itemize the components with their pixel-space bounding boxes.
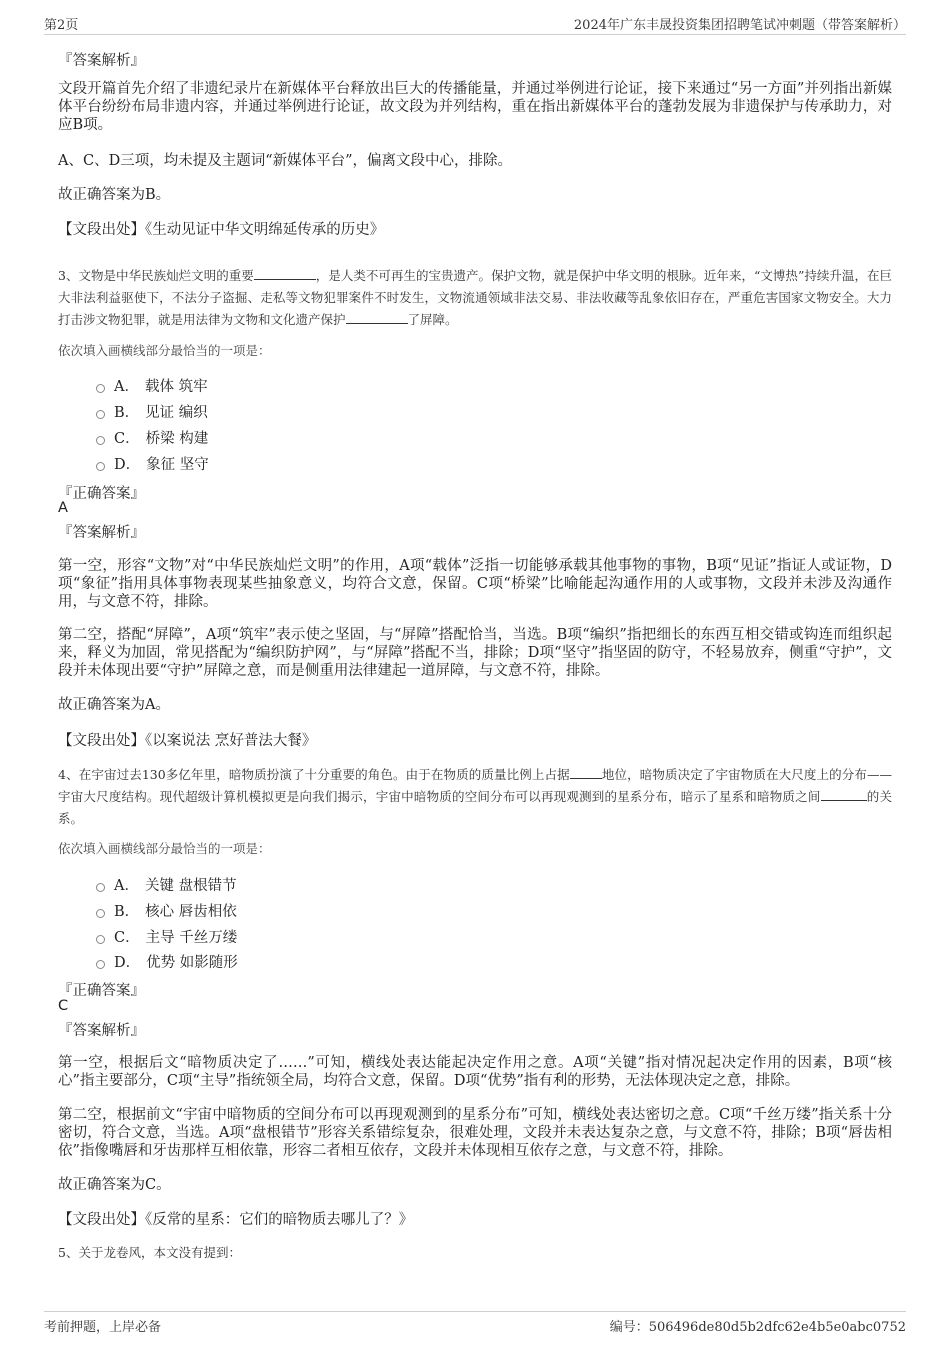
q4-answer: C <box>58 998 69 1014</box>
radio-icon[interactable] <box>96 883 105 892</box>
q3-analysis-p1: 第一空，形容“文物”对“中华民族灿烂文明”的作用，A项“载体”泛指一切能够承载其他事物的事物，B项“见证”指证人或证物，D项“象征”指用具体事物表现某些抽象意义，均符合文意，保留。C项“桥梁”比喻能起沟通作用的人或事物，文段并未涉及沟通作用，与文意不符，排除。 <box>58 558 892 610</box>
q4-option-d[interactable]: D． 优势 如影随形 <box>96 951 238 972</box>
q3-answer: A <box>58 500 68 516</box>
q3-option-c[interactable]: C． 桥梁 构建 <box>96 427 208 448</box>
question-3-prompt: 依次填入画横线部分最恰当的一项是： <box>58 343 271 358</box>
document-title: 2024年广东丰晟投资集团招聘笔试冲刺题（带答案解析） <box>573 18 906 33</box>
page-header <box>44 14 906 35</box>
question-4-stem: 4、在宇宙过去130多亿年里，暗物质扮演了十分重要的角色。由于在物质的质量比例上占据 地位，暗物质决定了宇宙物质在大尺度上的分布——宇宙大尺度结构。现代超级计算机模拟更是向我们揭示，宇宙中暗物质的空间分布可以再现观测到的星系分布，暗示了星系和暗物质之间 的关系。 <box>58 767 892 826</box>
question-4-prompt: 依次填入画横线部分最恰当的一项是： <box>58 841 271 856</box>
correct-label: 『正确答案』 <box>58 983 145 999</box>
radio-icon[interactable] <box>96 410 105 419</box>
prev-source: 【文段出处】《生动见证中华文明绵延传承的历史》 <box>58 222 385 238</box>
q4-source: 【文段出处】《反常的星系：它们的暗物质去哪儿了？》 <box>58 1212 414 1228</box>
q3-analysis-p3: 故正确答案为A。 <box>58 697 170 713</box>
blank-1 <box>570 766 602 779</box>
blank-1 <box>254 267 316 280</box>
q3-option-a[interactable]: A． 载体 筑牢 <box>96 375 208 396</box>
q4-option-c[interactable]: C． 主导 千丝万缕 <box>96 926 237 947</box>
question-5-stem: 5、关于龙卷风，本文没有提到： <box>58 1245 241 1260</box>
radio-icon[interactable] <box>96 384 105 393</box>
footer-slogan: 考前押题，上岸必备 <box>44 1320 162 1335</box>
radio-icon[interactable] <box>96 935 105 944</box>
correct-label: 『正确答案』 <box>58 486 145 502</box>
q4-option-b[interactable]: B． 核心 唇齿相依 <box>96 900 237 921</box>
radio-icon[interactable] <box>96 960 105 969</box>
q4-option-a[interactable]: A． 关键 盘根错节 <box>96 874 237 895</box>
page-number: 第2页 <box>44 18 79 33</box>
q3-option-d[interactable]: D． 象征 坚守 <box>96 453 209 474</box>
q4-analysis-p3: 故正确答案为C。 <box>58 1177 171 1193</box>
document-id: 编号：506496de80d5b2dfc62e4b5e0abc0752 <box>609 1320 906 1335</box>
blank-2 <box>346 311 408 324</box>
prev-analysis-p3: 故正确答案为B。 <box>58 187 171 203</box>
q4-analysis-p2: 第二空，根据前文“宇宙中暗物质的空间分布可以再现观测到的星系分布”可知，横线处表达密切之意。C项“千丝万缕”指关系十分密切，符合文意，当选。A项“盘根错节”形容关系错综复杂，很难处理，文段并未表达复杂之意，与文意不符，排除；B项“唇齿相依”指像嘴唇和牙齿那样互相依靠，形容二者相互依存，文段并未体现相互依存之意，与文意不符，排除。 <box>58 1107 892 1159</box>
q3-analysis-p2: 第二空，搭配“屏障”，A项“筑牢”表示使之坚固，与“屏障”搭配恰当，当选。B项“编织”指把细长的东西互相交错或钩连而组织起来，释义为加固，常见搭配为“编织防护网”，与“屏障”搭配不当，排除；D项“坚守”指坚固的防守，不轻易放弃，侧重“守护”，文段并未体现出要“守护”屏障之意，而是侧重用法律建起一道屏障，与文意不符，排除。 <box>58 627 892 679</box>
analysis-label: 『答案解析』 <box>58 1023 145 1039</box>
radio-icon[interactable] <box>96 462 105 471</box>
prev-analysis-p1: 文段开篇首先介绍了非遗纪录片在新媒体平台释放出巨大的传播能量，并通过举例进行论证，接下来通过“另一方面”并列指出新媒体平台纷纷布局非遗内容，并通过举例进行论证，故文段为并列结构，重在指出新媒体平台的蓬勃发展为非遗保护与传承助力，对应B项。 <box>58 81 892 133</box>
radio-icon[interactable] <box>96 436 105 445</box>
q3-option-b[interactable]: B． 见证 编织 <box>96 401 208 422</box>
analysis-label: 『答案解析』 <box>58 53 145 69</box>
page-footer <box>44 1311 906 1335</box>
blank-2 <box>821 788 867 801</box>
question-3-stem: 3、文物是中华民族灿烂文明的重要 ，是人类不可再生的宝贵遗产。保护文物，就是保护中华文明的根脉。近年来，“文博热”持续升温，在巨大非法利益驱使下，不法分子盗掘、走私等文物犯罪案件不时发生，文物流通领域非法交易、非法收藏等乱象依旧存在，严重危害国家文物安全。大力打击涉文物犯罪，就是用法律为文物和文化遗产保护 了屏障。 <box>58 268 892 327</box>
q3-source: 【文段出处】《以案说法 烹好普法大餐》 <box>58 733 317 749</box>
prev-analysis-p2: A、C、D三项，均未提及主题词“新媒体平台”，偏离文段中心，排除。 <box>58 153 513 169</box>
analysis-label: 『答案解析』 <box>58 525 145 541</box>
radio-icon[interactable] <box>96 909 105 918</box>
q4-analysis-p1: 第一空，根据后文“暗物质决定了……”可知，横线处表达能起决定作用之意。A项“关键”指对情况起决定作用的因素，B项“核心”指主要部分，C项“主导”指统领全局，均符合文意，保留。D项“优势”指有利的形势，无法体现决定之意，排除。 <box>58 1055 892 1089</box>
